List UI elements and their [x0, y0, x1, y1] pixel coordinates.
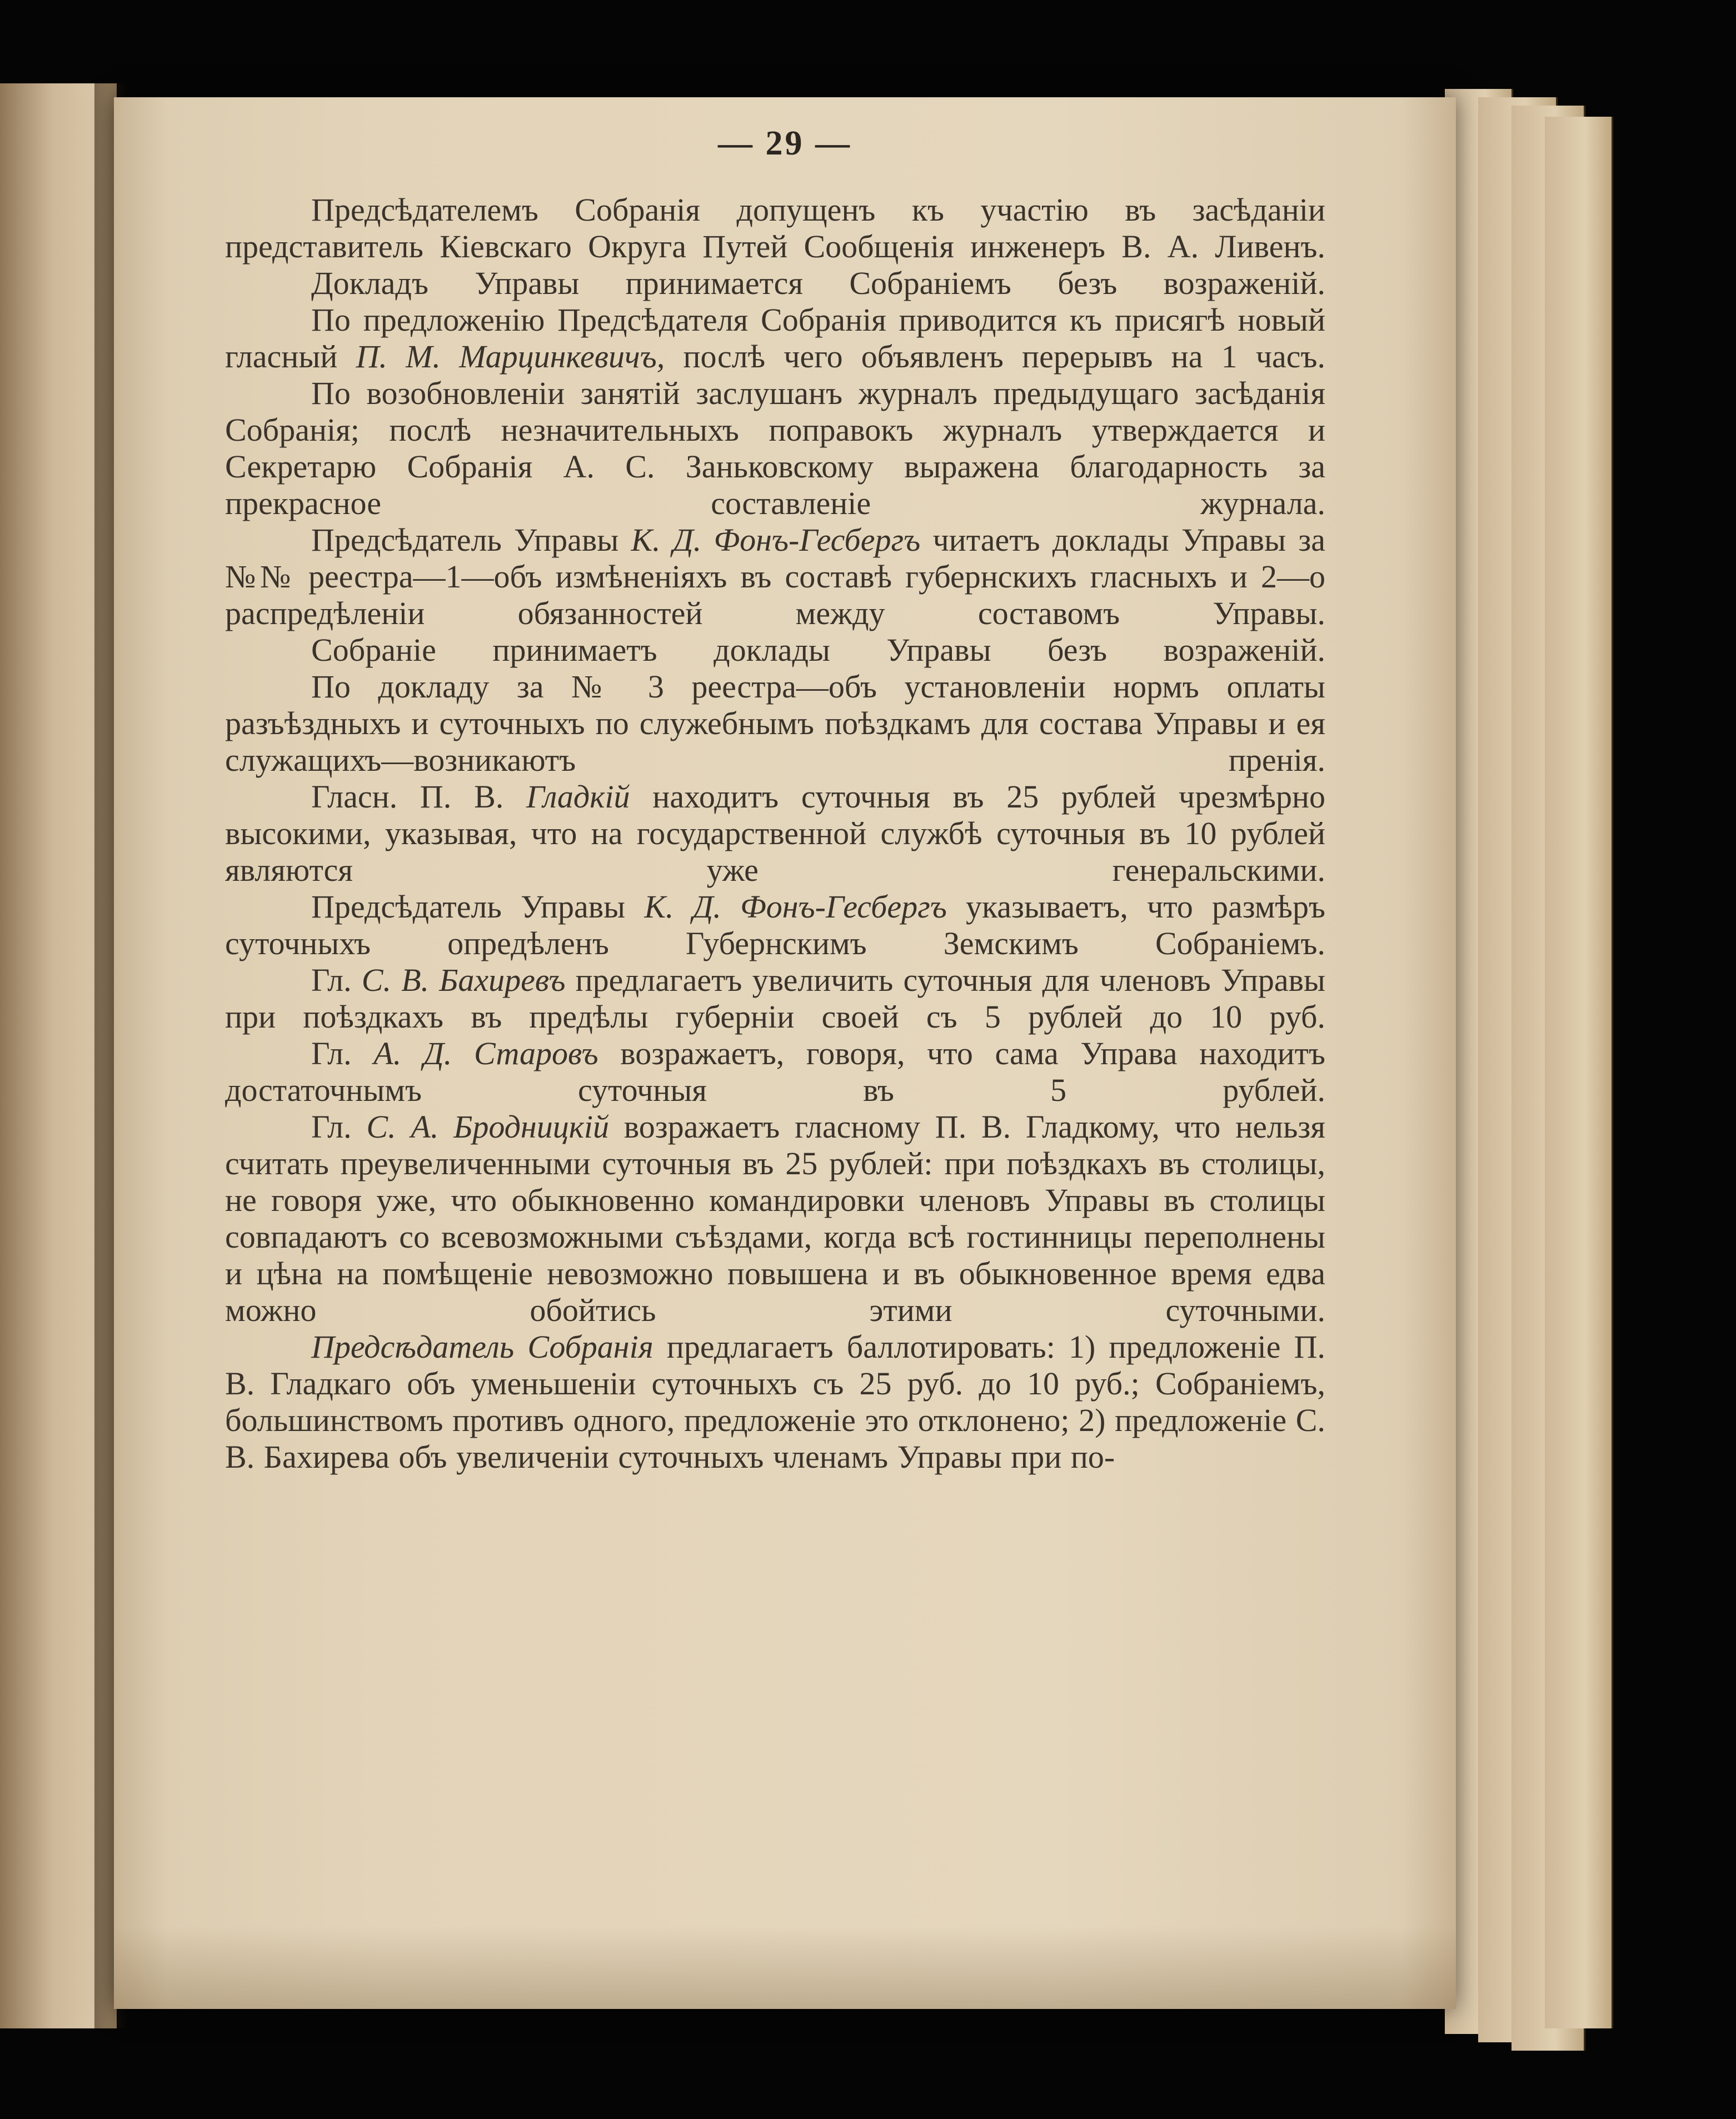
- paragraph: [225, 375, 1325, 522]
- text-run: Гласн. П. В.: [311, 779, 527, 815]
- italic-name: К. Д. Фонъ-Гесбергъ: [631, 522, 921, 558]
- italic-name: К. Д. Фонъ-Гесбергъ: [644, 889, 947, 925]
- paragraph: [225, 779, 1325, 889]
- page-bottom-shading: [114, 1926, 1456, 2009]
- text-run: возражаетъ, говоря, что сама Управа находитъ достаточнымъ суточныя въ 5 рублей.: [225, 1035, 1325, 1108]
- paragraph: [225, 265, 1325, 302]
- paragraph: [225, 632, 1325, 669]
- italic-name: А. Д. Старовъ: [373, 1035, 598, 1071]
- text-run: Гл.: [311, 1109, 367, 1145]
- italic-name: Предсѣдатель Собранія: [311, 1329, 654, 1365]
- page-body-text: [225, 192, 1325, 1475]
- text-run: находитъ суточныя въ 25 рублей чрезмѣрно высокими, указывая, что на государственной службѣ суточныя въ 10 рублей являются уже генеральскими.: [225, 779, 1325, 888]
- text-run: указываетъ, что размѣръ суточныхъ опредѣленъ Губернскимъ Земскимъ Собраніемъ.: [225, 889, 1326, 961]
- text-run: предлагаетъ увеличить суточныя для членовъ Управы при поѣздкахъ въ предѣлы губерніи своей съ 5 рублей до 10 руб.: [225, 962, 1325, 1035]
- italic-name: П. М. Марцинкевичъ,: [356, 338, 665, 375]
- paragraph: [225, 1035, 1325, 1109]
- paragraph: [225, 669, 1325, 779]
- paragraph: [225, 522, 1325, 632]
- text-run: Гл.: [311, 1035, 374, 1071]
- paragraph: [225, 192, 1325, 265]
- italic-name: С. В. Бахиревъ: [361, 962, 566, 998]
- paragraph: [225, 1109, 1325, 1329]
- page-number: — 29 —: [718, 124, 852, 162]
- paragraph: [225, 1329, 1325, 1475]
- text-run: По предложенію Предсѣдателя Собранія приводится къ присягѣ новый гласный: [225, 302, 1325, 375]
- text-run: послѣ чего объявленъ перерывъ на 1 часъ.: [665, 338, 1325, 375]
- text-run: предлагаетъ баллотировать: 1) предложеніе П. В. Гладкаго объ уменьшеніи суточныхъ съ 25 руб. до 10 руб.; Собраніемъ, большинствомъ противъ одного, предложеніе это отклонено; 2) предложеніе С. В. Бахирева объ увеличеніи суточныхъ членамъ Управы при по-: [225, 1329, 1325, 1475]
- page-stack-layer: [1545, 117, 1613, 2028]
- text-run: Докладъ Управы принимается Собраніемъ безъ возраженій.: [311, 265, 1325, 301]
- text-run: Предсѣдателемъ Собранія допущенъ къ участію въ засѣданіи представитель Кіевскаго Округа Путей Сообщенія инженеръ В. А. Ливенъ.: [225, 192, 1325, 265]
- text-run: Предсѣдатель Управы: [311, 889, 645, 925]
- text-run: Гл.: [311, 962, 362, 998]
- book-page: [114, 97, 1456, 2009]
- text-run: Предсѣдатель Управы: [311, 522, 631, 558]
- text-run: По докладу за № 3 реестра—объ установленіи нормъ оплаты разъѣздныхъ и суточныхъ по служебнымъ поѣздкамъ для состава Управы и ея служащихъ—возникаютъ пренія.: [225, 669, 1325, 778]
- italic-name: Гладкій: [526, 779, 630, 815]
- italic-name: С. А. Бродницкій: [366, 1109, 609, 1145]
- text-run: По возобновленіи занятій заслушанъ журналъ предыдущаго засѣданія Собранія; послѣ незначительныхъ поправокъ журналъ утверждается и Секретарю Собранія А. С. Заньковскому выражена благодарность за прекрасное составленіе журнала.: [225, 375, 1325, 521]
- text-run: Собраніе принимаетъ доклады Управы безъ возраженій.: [311, 632, 1325, 668]
- paragraph: [225, 889, 1325, 962]
- paragraph: [225, 962, 1325, 1035]
- text-run: возражаетъ гласному П. В. Гладкому, что нельзя считать преувеличенными суточныя въ 25 рублей: при поѣздкахъ въ столицы, не говоря уже, что обыкновенно командировки членовъ Управы въ столицы совпадаютъ со всевозможными съѣздами, когда всѣ гостинницы переполнены и цѣна на помѣщеніе невозможно повышена и въ обыкновенное время едва можно обойтись этими суточными.: [225, 1109, 1325, 1328]
- text-run: читаетъ доклады Управы за №№ реестра—1—объ измѣненіяхъ въ составѣ губернскихъ гласныхъ и 2—о распредѣленіи обязанностей между составомъ Управы.: [225, 522, 1326, 631]
- paragraph: [225, 302, 1325, 375]
